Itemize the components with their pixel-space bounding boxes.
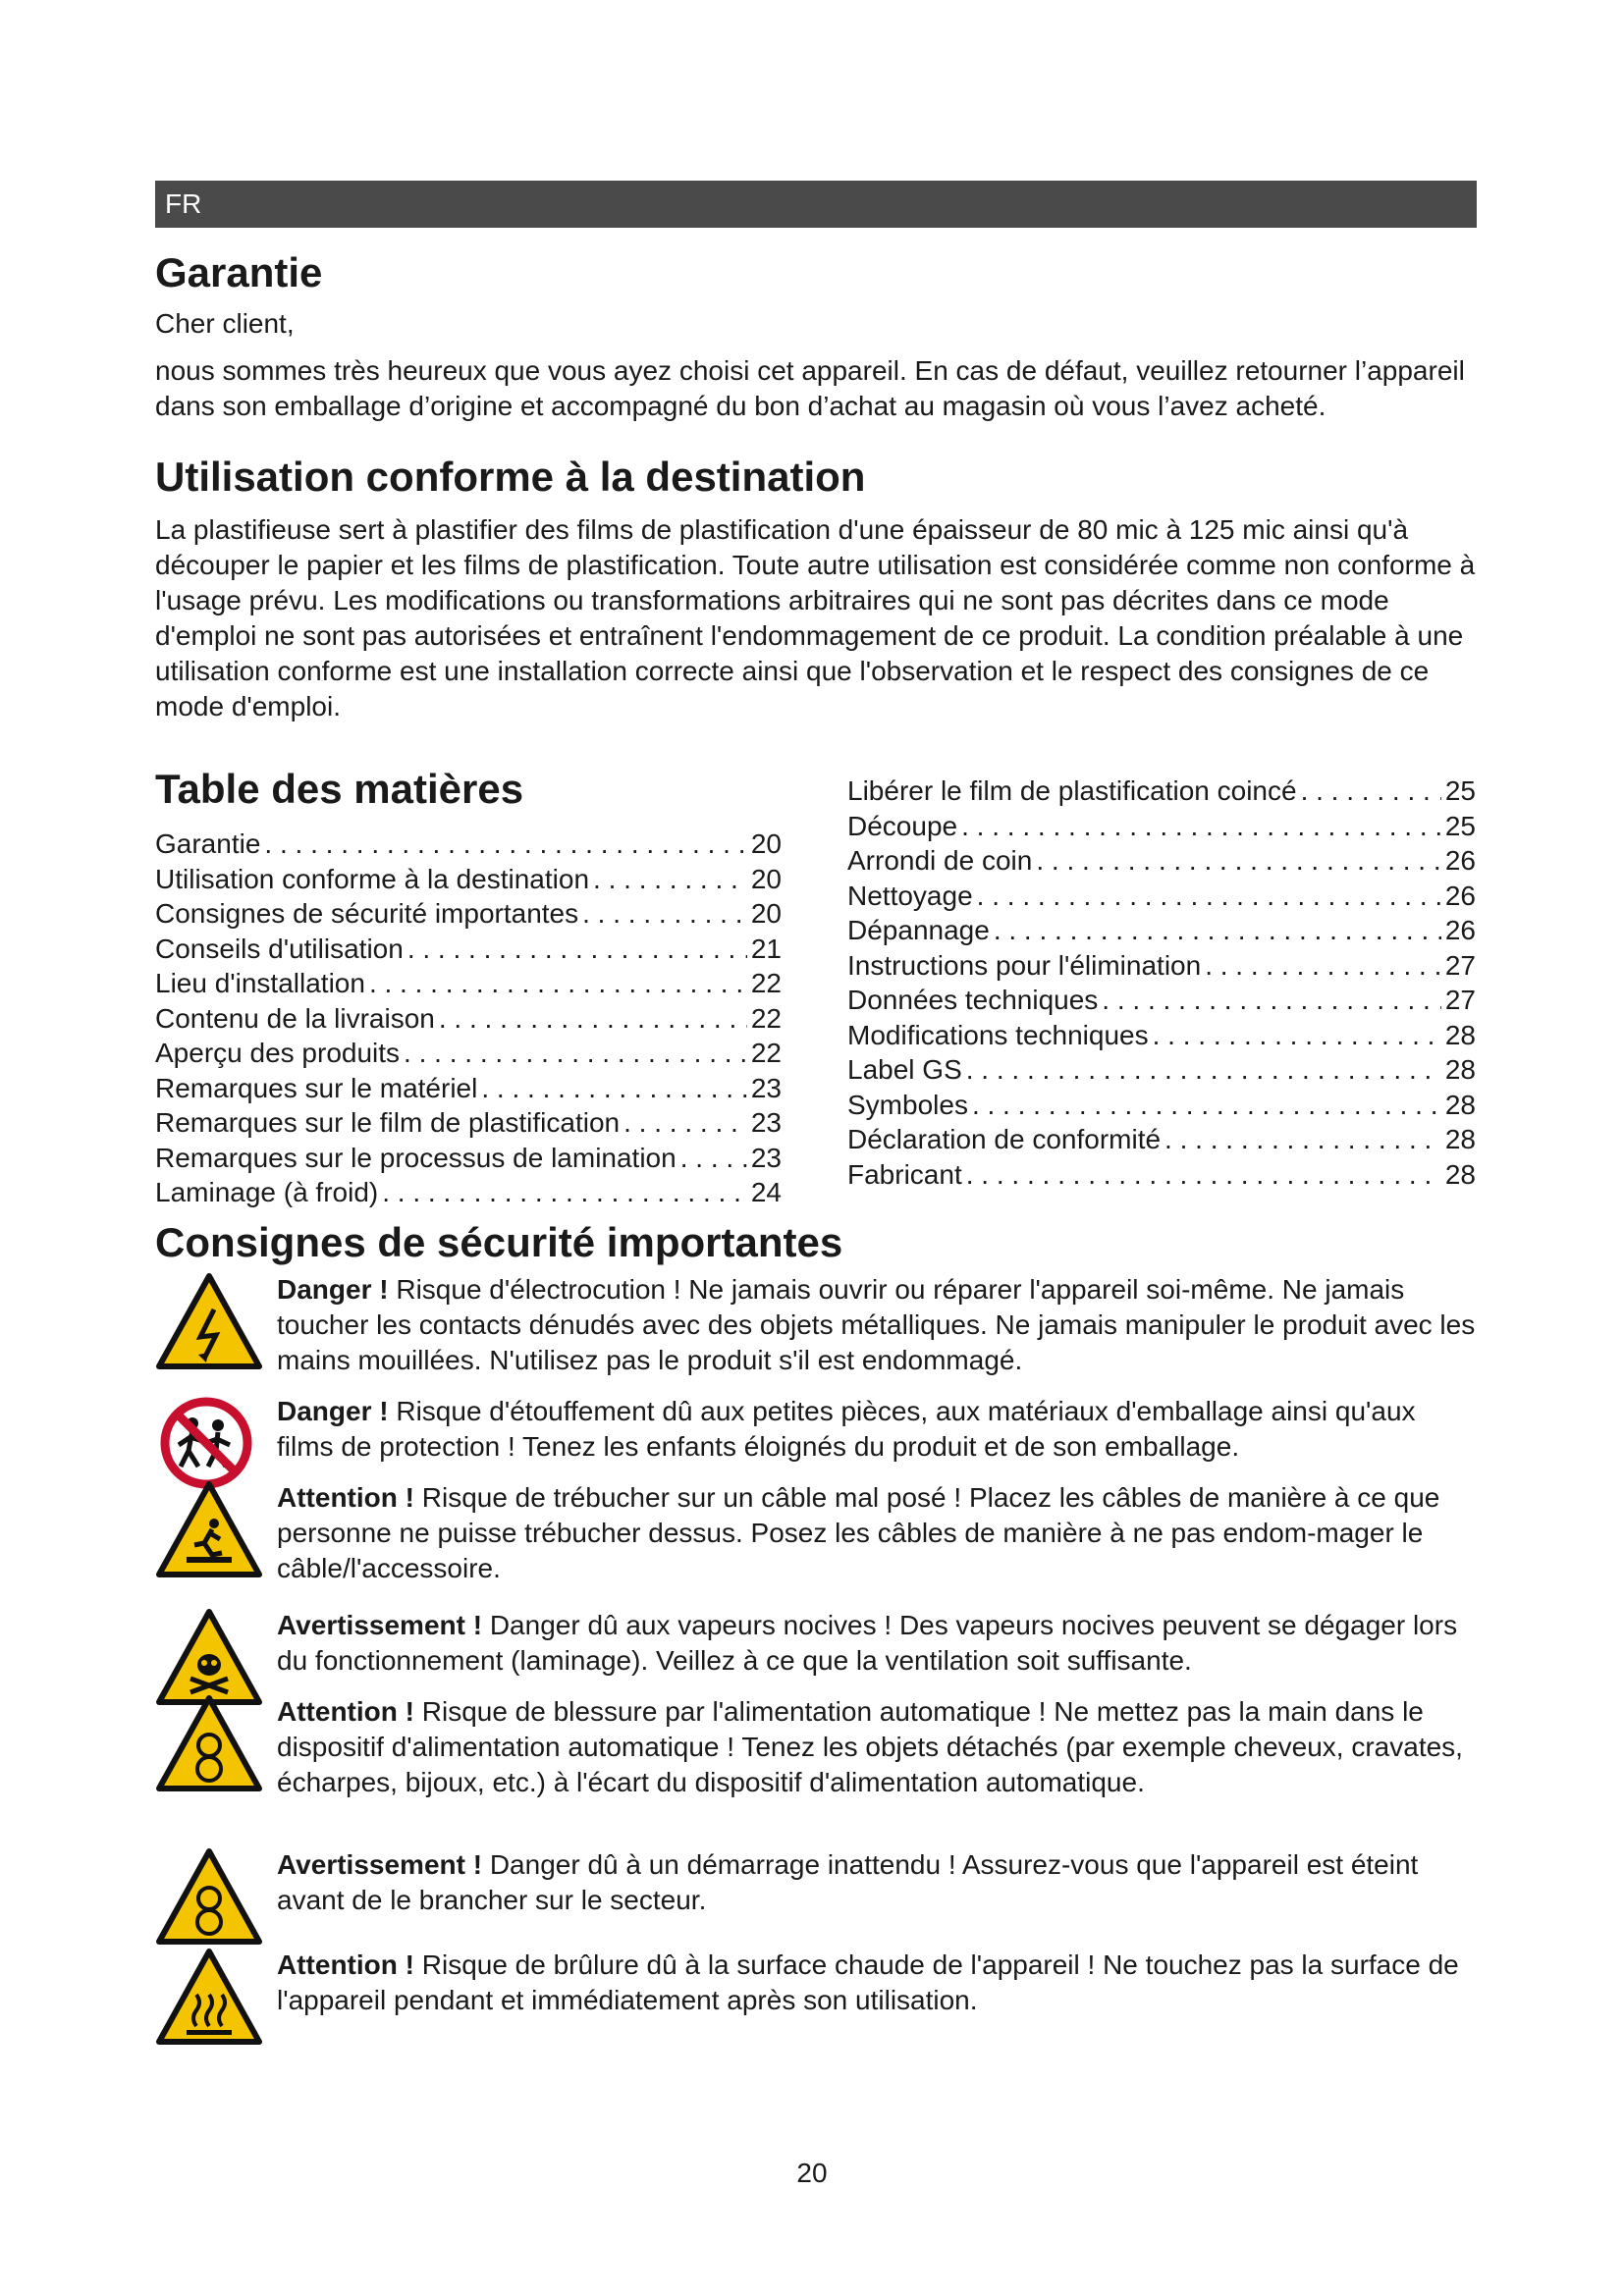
toc-entry: [847, 1052, 1476, 1088]
toc-entry: [847, 913, 1476, 948]
manual-page: [155, 181, 1477, 2018]
toc-entry-page: 23: [750, 1142, 782, 1173]
roller-hazard-icon: [155, 1847, 263, 1946]
warning-body: Danger dû à un démarrage inattendu ! Assurez-vous que l'appareil est éteint avant de le brancher sur le secteur.: [277, 1849, 1419, 1915]
toc-leader-dots: [593, 862, 747, 897]
warning-text: [277, 1272, 1477, 1378]
toc-leader-dots: [1102, 983, 1441, 1018]
toc-column-left: [155, 760, 782, 1210]
toc-leader-dots: [961, 809, 1441, 844]
warning-body: Danger dû aux vapeurs nocives ! Des vapeurs nocives peuvent se dégager lors du fonctionnement (laminage). Veillez à ce que la ventilation soit suffisante.: [277, 1610, 1458, 1676]
toc-leader-dots: [1036, 843, 1441, 879]
warning-body: Risque de brûlure dû à la surface chaude de l'appareil ! Ne touchez pas la surface de l'appareil pendant et immédiatement après son utilisation.: [277, 1949, 1459, 2015]
greeting: Cher client,: [155, 308, 295, 339]
warning-label: Danger !: [277, 1396, 389, 1426]
warning-text: [277, 1694, 1477, 1800]
safety-warning: [155, 1480, 1477, 1586]
toc-entry-page: 26: [1444, 880, 1476, 911]
warning-label: Avertissement !: [277, 1849, 483, 1880]
toc-entry-label: Arrondi de coin: [847, 845, 1033, 876]
toc-entry: [155, 862, 782, 897]
toc-entry-page: 28: [1444, 1124, 1476, 1154]
toc-leader-dots: [407, 932, 747, 967]
toc-entry-page: 22: [750, 968, 782, 998]
toc-entry: [847, 879, 1476, 914]
safety-warning: [155, 1608, 1477, 1679]
toc-leader-dots: [1205, 948, 1441, 984]
toxic-hazard-icon: [155, 1608, 263, 1706]
toc-leader-dots: [404, 1036, 747, 1071]
toc-entry-label: Dépannage: [847, 915, 990, 945]
toc-entry: [155, 932, 782, 967]
toc-entry: [155, 1036, 782, 1071]
garantie-text: nous sommes très heureux que vous ayez choisi cet appareil. En cas de défaut, veuillez retourner l’appareil dans son emballage d’origine et accompagné du bon d’achat au magasin où vous l’avez acheté.: [155, 355, 1465, 421]
toc-entry-page: 28: [1444, 1054, 1476, 1085]
toc-entry-label: Données techniques: [847, 985, 1099, 1015]
toc-entry: [847, 774, 1476, 809]
toc-entry-page: 28: [1444, 1089, 1476, 1120]
toc-leader-dots: [966, 1157, 1441, 1193]
toc-entry-label: Instructions pour l'élimination: [847, 949, 1202, 981]
toc-entry-page: 26: [1444, 845, 1476, 876]
warning-text: [277, 1948, 1477, 2018]
toc-entry-label: Remarques sur le matériel: [155, 1072, 478, 1103]
toc-entry-label: Label GS: [847, 1054, 962, 1085]
toc-entry-label: Laminage (à froid): [155, 1177, 379, 1207]
toc-entry-page: 22: [750, 1002, 782, 1034]
toc-entry-page: 20: [750, 863, 782, 894]
toc-leader-dots: [264, 827, 746, 862]
toc-entry-label: Nettoyage: [847, 880, 973, 911]
toc-leader-dots: [972, 1088, 1441, 1123]
toc-entry-page: 23: [750, 1072, 782, 1103]
toc-entry-page: 26: [1444, 915, 1476, 945]
warning-text: [277, 1480, 1477, 1586]
toc-entry-label: Modifications techniques: [847, 1019, 1149, 1050]
toc-entry-label: Libérer le film de plastification coincé: [847, 775, 1297, 806]
safety-warning: [155, 1394, 1477, 1465]
toc-entry-label: Remarques sur le processus de lamination: [155, 1142, 677, 1173]
toc-entry-label: Déclaration de conformité: [847, 1124, 1162, 1154]
section-title-safety: Consignes de sécurité importantes: [155, 1219, 843, 1265]
toc-leader-dots: [439, 1001, 747, 1037]
toc-entry-page: 23: [750, 1107, 782, 1138]
toc-leader-dots: [382, 1175, 747, 1210]
section-title-utilisation: Utilisation conforme à la destination: [155, 454, 866, 500]
toc-leader-dots: [1301, 774, 1441, 809]
warning-list: [155, 1272, 1477, 2018]
electric-hazard-icon: [155, 1272, 263, 1370]
toc-entry: [155, 966, 782, 1001]
toc-entry: [847, 809, 1476, 844]
toc-entry-page: 25: [1444, 775, 1476, 806]
toc-leader-dots: [369, 966, 747, 1001]
section-title-garantie: Garantie: [155, 249, 323, 295]
warning-body: Risque de trébucher sur un câble mal posé ! Placez les câbles de manière à ce que personne ne puisse trébucher dessus. Posez les câbles de manière à ne pas endom-mager le câble/l'accessoire.: [277, 1482, 1440, 1583]
toc-entry-page: 27: [1444, 985, 1476, 1015]
toc-entry: [155, 1001, 782, 1037]
safety-warning: [155, 1272, 1477, 1378]
toc-entry-page: 25: [1444, 810, 1476, 841]
toc-entry: [155, 1105, 782, 1141]
toc-leader-dots: [1164, 1122, 1441, 1157]
toc-entry-page: 20: [750, 898, 782, 929]
toc-leader-dots: [966, 1052, 1441, 1088]
toc-entry: [155, 1175, 782, 1210]
toc-entry-label: Contenu de la livraison: [155, 1002, 435, 1034]
toc-entry: [847, 1122, 1476, 1157]
trip-hazard-icon: [155, 1480, 263, 1578]
page-number: 20: [796, 2158, 828, 2188]
toc-entry-page: 22: [750, 1038, 782, 1068]
toc-entry-label: Symboles: [847, 1089, 968, 1120]
toc-entry-label: Aperçu des produits: [155, 1038, 401, 1068]
toc-entry: [847, 1018, 1476, 1053]
toc-entry-label: Remarques sur le film de plastification: [155, 1107, 621, 1138]
toc-entry-label: Consignes de sécurité importantes: [155, 898, 579, 929]
toc-entry: [847, 948, 1476, 984]
toc-leader-dots: [994, 913, 1441, 948]
warning-text: [277, 1394, 1477, 1465]
toc-entry: [847, 1088, 1476, 1123]
toc-entry-label: Conseils d'utilisation: [155, 933, 404, 964]
safety-warning: [155, 1948, 1477, 2018]
safety-warning: [155, 1847, 1477, 1918]
toc-entry-label: Fabricant: [847, 1158, 962, 1190]
toc-entry-page: 27: [1444, 949, 1476, 981]
warning-body: Risque d'étouffement dû aux petites pièces, aux matériaux d'emballage ainsi qu'aux films de protection ! Tenez les enfants éloignés du produit et de son emballage.: [277, 1396, 1416, 1462]
toc-entry: [155, 827, 782, 862]
toc-leader-dots: [582, 896, 747, 932]
toc-leader-dots: [481, 1071, 747, 1106]
toc-entry: [847, 843, 1476, 879]
toc-entry-page: 28: [1444, 1158, 1476, 1190]
table-of-contents: [155, 760, 1477, 1211]
safety-warning: [155, 1694, 1477, 1800]
toc-entry-page: 28: [1444, 1019, 1476, 1050]
toc-title: Table des matières: [155, 766, 524, 812]
toc-entry-page: 21: [750, 933, 782, 964]
toc-entry: [847, 1157, 1476, 1193]
toc-leader-dots: [623, 1105, 747, 1141]
language-label: FR: [165, 188, 202, 219]
warning-label: Danger !: [277, 1274, 389, 1305]
toc-entry-label: Lieu d'installation: [155, 968, 365, 998]
toc-entry-label: Garantie: [155, 828, 261, 859]
toc-column-right: [847, 774, 1476, 1192]
toc-entry-label: Utilisation conforme à la destination: [155, 863, 590, 894]
toc-entry-label: Découpe: [847, 810, 958, 841]
warning-label: Avertissement !: [277, 1610, 483, 1640]
toc-entry: [155, 896, 782, 932]
warning-body: Risque d'électrocution ! Ne jamais ouvrir ou réparer l'appareil soi-même. Ne jamais toucher les contacts dénudés avec des objets métalliques. Ne jamais manipuler le produit avec les mains mouillées. N'utilisez pas le produit s'il est endommagé.: [277, 1274, 1476, 1375]
no-children-icon: [155, 1394, 263, 1492]
utilisation-text: La plastifieuse sert à plastifier des films de plastification d'une épaisseur de 80 mic à 125 mic ainsi qu'à découper le papier et les films de plastification. Toute autre utilisation est considérée comme non conforme à l'usage prévu. Les modifications ou transformations arbitraires qui ne sont pas décrites dans ce mode d'emploi ne sont pas autorisées et entraînent l'endommagement de ce produit. La condition préalable à une utilisation conforme est une installation correcte ainsi que l'observation et le respect des consignes de ce mode d'emploi.: [155, 514, 1476, 721]
toc-entry: [847, 983, 1476, 1018]
warning-text: [277, 1847, 1477, 1918]
toc-entry: [155, 1141, 782, 1176]
toc-entry: [155, 1071, 782, 1106]
warning-label: Attention !: [277, 1696, 414, 1727]
warning-text: [277, 1608, 1477, 1679]
hot-surface-icon: [155, 1948, 263, 2046]
warning-label: Attention !: [277, 1482, 414, 1513]
toc-leader-dots: [680, 1141, 747, 1176]
toc-leader-dots: [1153, 1018, 1441, 1053]
toc-entry-page: 20: [750, 828, 782, 859]
roller-hazard-icon: [155, 1694, 263, 1792]
warning-body: Risque de blessure par l'alimentation automatique ! Ne mettez pas la main dans le dispositif d'alimentation automatique ! Tenez les objets détachés (par exemple cheveux, cravates, écharpes, bijoux, etc.) à l'écart du dispositif d'alimentation automatique.: [277, 1696, 1463, 1797]
toc-entry-page: 24: [750, 1177, 782, 1207]
warning-label: Attention !: [277, 1949, 414, 1980]
language-bar: [155, 181, 1477, 228]
toc-leader-dots: [977, 879, 1441, 914]
